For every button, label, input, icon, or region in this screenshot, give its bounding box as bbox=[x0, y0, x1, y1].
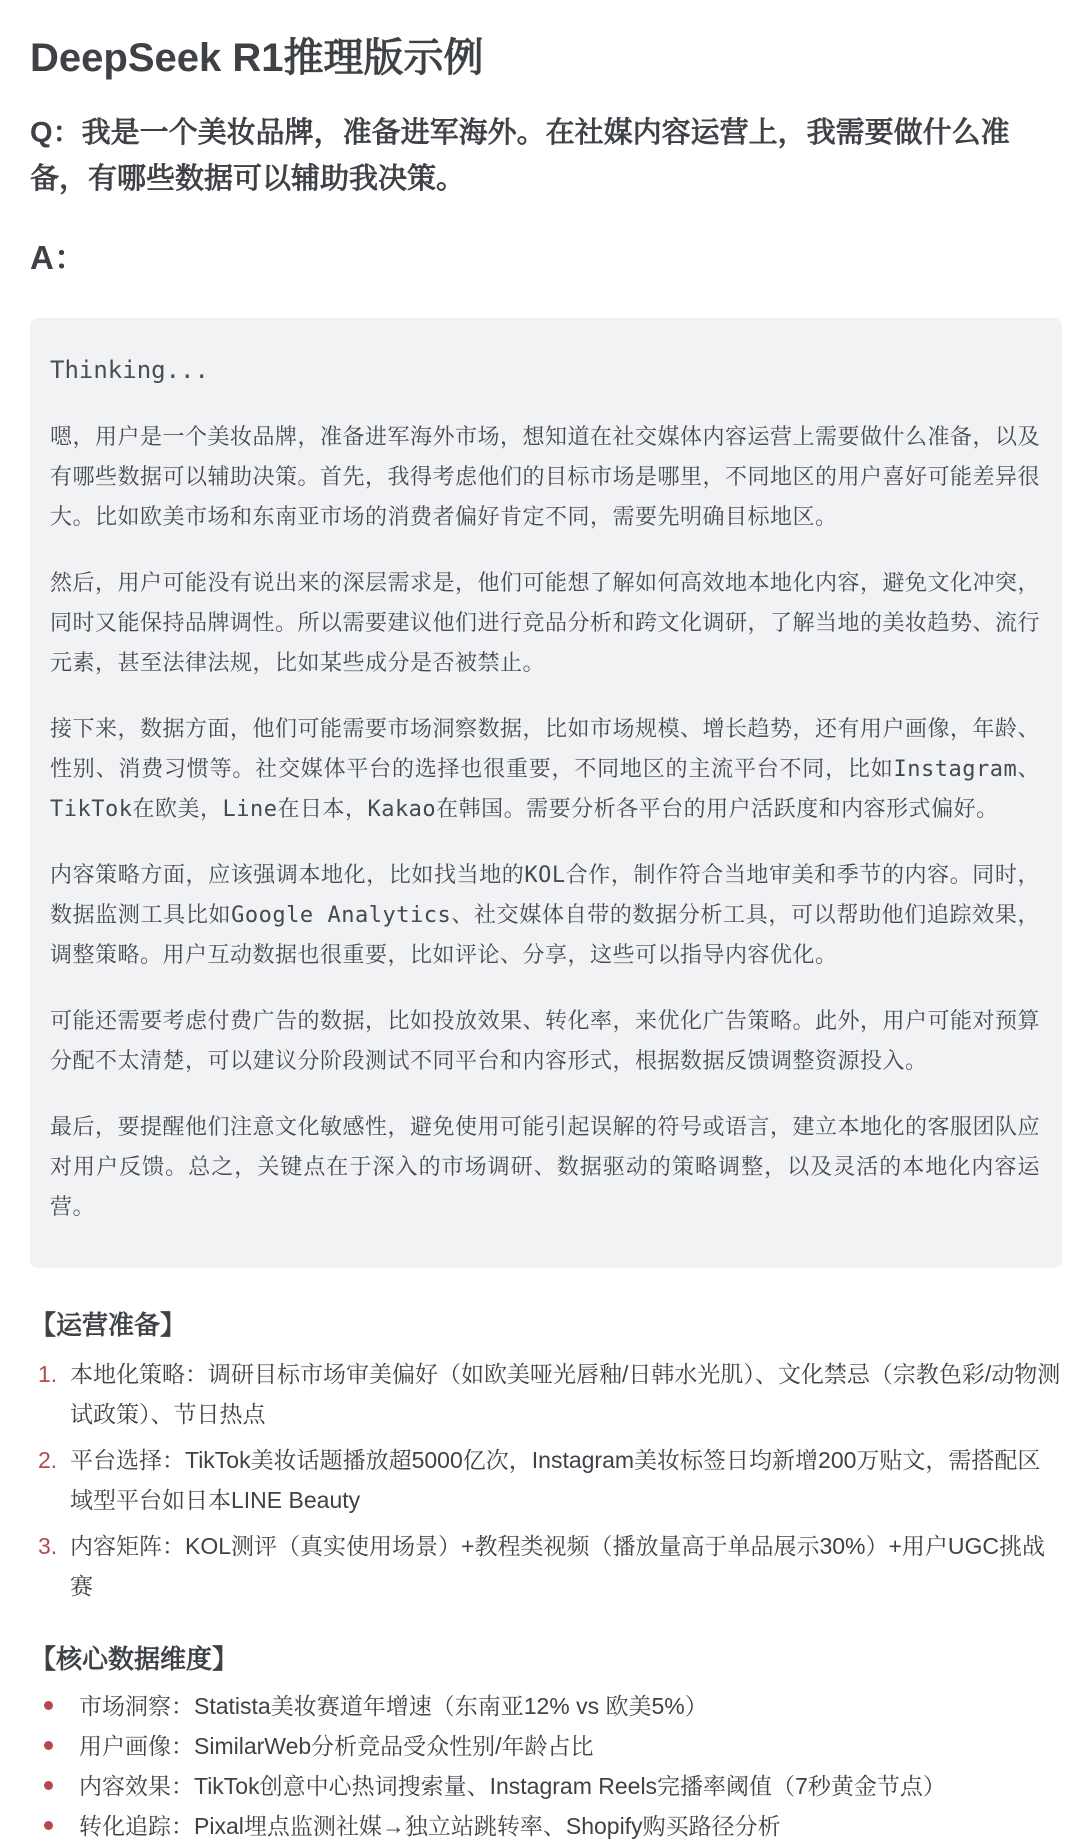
thinking-box bbox=[30, 318, 1062, 1268]
bullet-icon bbox=[44, 1701, 53, 1710]
metrics-list-item bbox=[30, 1726, 1062, 1766]
page-title: DeepSeek R1推理版示例 bbox=[30, 36, 484, 80]
ops-list-item bbox=[30, 1354, 1062, 1434]
thinking-status: Thinking... bbox=[50, 356, 209, 384]
metrics-list bbox=[30, 1686, 1062, 1846]
thinking-paragraph: 最后，要提醒他们注意文化敏感性，避免使用可能引起误解的符号或语言，建立本地化的客服团队应对用户反馈。总之，关键点在于深入的市场调研、数据驱动的策略调整，以及灵活的本地化内容运营。 bbox=[50, 1115, 1041, 1220]
bullet-icon bbox=[44, 1781, 53, 1790]
thinking-paragraph: 接下来，数据方面，他们可能需要市场洞察数据，比如市场规模、增长趋势，还有用户画像，年龄、性别、消费习惯等。社交媒体平台的选择也很重要，不同地区的主流平台不同，比如Instagram、TikTok在欧美，Line在日本，Kakao在韩国。需要分析各平台的用户活跃度和内容形式偏好。 bbox=[50, 717, 1041, 822]
thinking-paragraph: 嗯，用户是一个美妆品牌，准备进军海外市场，想知道在社交媒体内容运营上需要做什么准备，以及有哪些数据可以辅助决策。首先，我得考虑他们的目标市场是哪里，不同地区的用户喜好可能差异很大。比如欧美市场和东南亚市场的消费者偏好肯定不同，需要先明确目标地区。 bbox=[50, 425, 1041, 530]
thinking-paragraph: 可能还需要考虑付费广告的数据，比如投放效果、转化率，来优化广告策略。此外，用户可能对预算分配不太清楚，可以建议分阶段测试不同平台和内容形式，根据数据反馈调整资源投入。 bbox=[50, 1009, 1041, 1074]
metrics-item-text: 转化追踪：Pixal埋点监测社媒→独立站跳转率、Shopify购买路径分析 bbox=[79, 1813, 781, 1839]
metrics-item-text: 内容效果：TikTok创意中心热词搜索量、Instagram Reels完播率阈值（7秒黄金节点） bbox=[79, 1773, 946, 1799]
thinking-paragraph: 内容策略方面，应该强调本地化，比如找当地的KOL合作，制作符合当地审美和季节的内容。同时，数据监测工具比如Google Analytics、社交媒体自带的数据分析工具，可以帮助他们追踪效果，调整策略。用户互动数据也很重要，比如评论、分享，这些可以指导内容优化。 bbox=[50, 863, 1040, 968]
metrics-list-item bbox=[30, 1766, 1062, 1806]
ops-list-item bbox=[30, 1440, 1062, 1520]
question-label: Q： bbox=[30, 117, 82, 149]
ops-item-number: 2. bbox=[38, 1447, 58, 1473]
metrics-list-item bbox=[30, 1686, 1062, 1726]
question bbox=[30, 110, 1062, 202]
ops-item-number: 3. bbox=[38, 1533, 58, 1559]
bullet-icon bbox=[44, 1821, 53, 1830]
question-text: 我是一个美妆品牌，准备进军海外。在社媒内容运营上，我需要做什么准备，有哪些数据可以辅助我决策。 bbox=[30, 117, 1010, 195]
ops-list bbox=[30, 1354, 1062, 1606]
metrics-item-text: 市场洞察：Statista美妆赛道年增速（东南亚12% vs 欧美5%） bbox=[79, 1693, 708, 1719]
ops-list-item bbox=[30, 1526, 1062, 1606]
ops-section-heading: 【运营准备】 bbox=[30, 1310, 187, 1340]
metrics-section-heading: 【核心数据维度】 bbox=[30, 1644, 239, 1674]
answer-label: A： bbox=[30, 239, 87, 276]
ops-item-number: 1. bbox=[38, 1361, 58, 1387]
metrics-list-item bbox=[30, 1806, 1062, 1846]
metrics-item-text: 用户画像：SimilarWeb分析竞品受众性别/年龄占比 bbox=[79, 1733, 594, 1759]
ops-item-text: 本地化策略：调研目标市场审美偏好（如欧美哑光唇釉/日韩水光肌）、文化禁忌（宗教色彩/动物测试政策）、节日热点 bbox=[70, 1361, 1061, 1427]
ops-item-text: 内容矩阵：KOL测评（真实使用场景）+教程类视频（播放量高于单品展示30%）+用户UGC挑战赛 bbox=[70, 1533, 1046, 1599]
thinking-paragraph: 然后，用户可能没有说出来的深层需求是，他们可能想了解如何高效地本地化内容，避免文化冲突，同时又能保持品牌调性。所以需要建议他们进行竞品分析和跨文化调研，了解当地的美妆趋势、流行元素，甚至法律法规，比如某些成分是否被禁止。 bbox=[50, 571, 1041, 676]
bullet-icon bbox=[44, 1741, 53, 1750]
ops-item-text: 平台选择：TikTok美妆话题播放超5000亿次，Instagram美妆标签日均新增200万贴文，需搭配区域型平台如日本LINE Beauty bbox=[70, 1447, 1041, 1513]
